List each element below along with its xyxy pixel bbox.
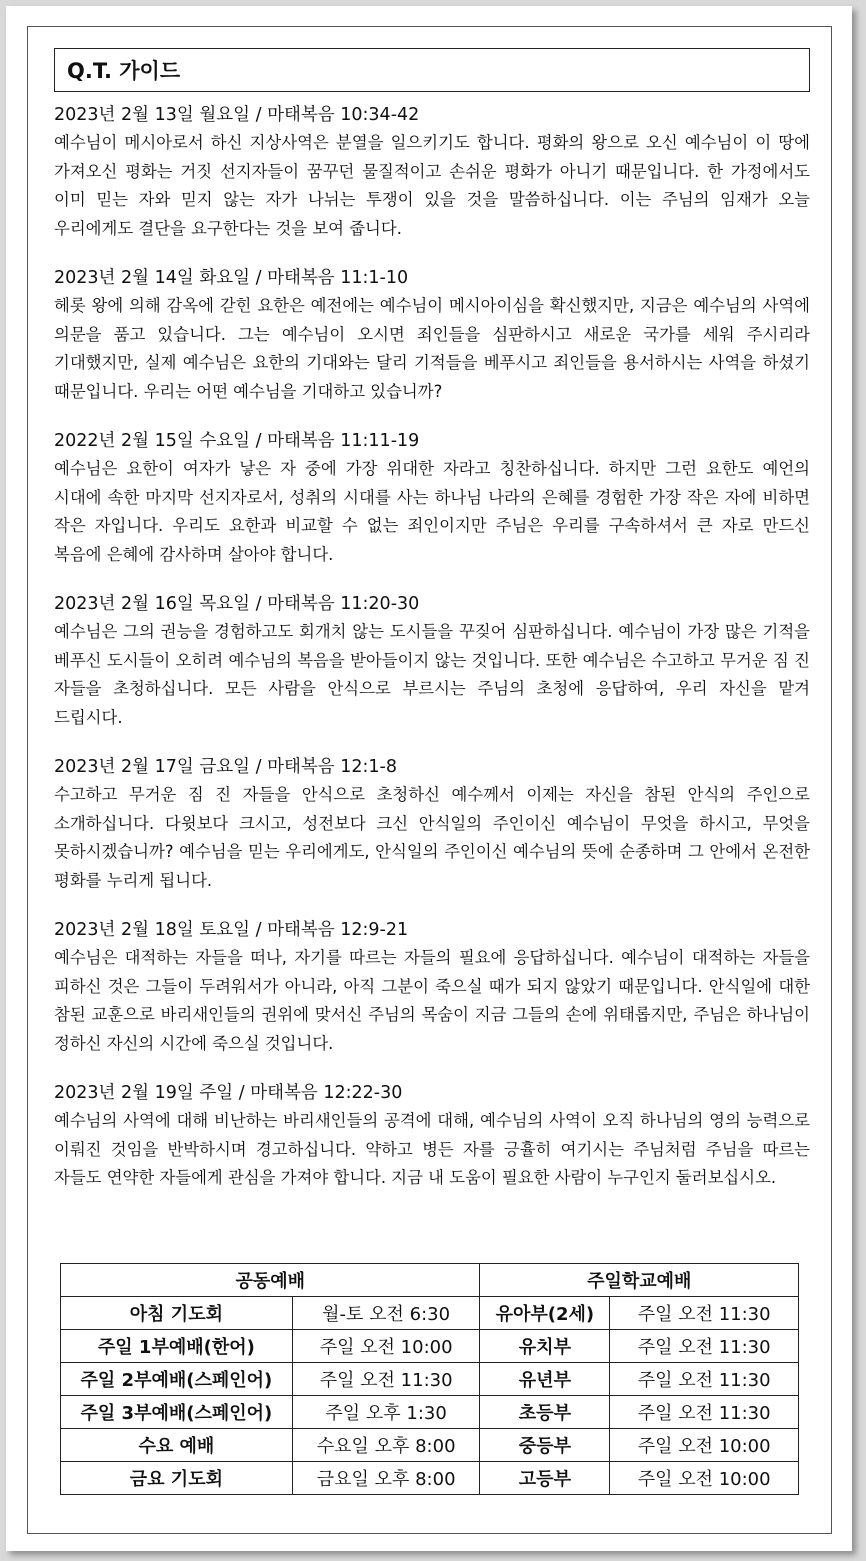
service-name: 금요 기도회 xyxy=(61,1462,293,1495)
table-row xyxy=(61,1363,799,1396)
service-name: 아침 기도회 xyxy=(61,1297,293,1330)
service-time: 수요일 오후 8:00 xyxy=(292,1429,480,1462)
qt-entries xyxy=(54,102,810,1215)
service-name: 주일 3부예배(스페인어) xyxy=(61,1396,293,1429)
department-name: 유아부(2세) xyxy=(480,1297,610,1330)
section-title: Q.T. 가이드 xyxy=(67,59,181,83)
qt-entry xyxy=(54,917,810,1058)
entry-title: 2023년 2월 18일 토요일 / 마태복음 12:9-21 xyxy=(54,920,409,940)
entry-body: 예수님은 그의 권능을 경험하고도 회개치 않는 도시들을 꾸짖어 심판하십니다. 예수님이 가장 많은 기적을 베푸신 도시들이 오히려 예수님의 복음을 받아들이지 않는 것입니다. 또한 예수님은 수고하고 무거운 짐 진 자들을 초청하십니다. 모든 사람을 안식으로 부르시는 주님의 초청에 응답하여, 우리 자신을 맡겨 드립시다. xyxy=(54,622,810,727)
qt-entry xyxy=(54,591,810,732)
department-name: 유년부 xyxy=(480,1363,610,1396)
entry-title: 2023년 2월 13일 월요일 / 마태복음 10:34-42 xyxy=(54,105,420,125)
department-name: 유치부 xyxy=(480,1330,610,1363)
section-header xyxy=(54,48,810,92)
department-time: 주일 오전 10:00 xyxy=(610,1429,799,1462)
entry-title: 2023년 2월 19일 주일 / 마태복음 12:22-30 xyxy=(54,1083,403,1103)
service-time: 주일 오전 10:00 xyxy=(292,1330,480,1363)
department-name: 고등부 xyxy=(480,1462,610,1495)
department-time: 주일 오전 11:30 xyxy=(610,1396,799,1429)
entry-body: 수고하고 무거운 짐 진 자들을 안식으로 초청하신 예수께서 이제는 자신을 참된 안식의 주인으로 소개하십니다. 다윗보다 크시고, 성전보다 크신 안식일의 주인이신 예수님이 무엇을 하시고, 무엇을 못하시겠습니까? 예수님을 믿는 우리에게도, 안식일의 주인이신 예수님의 뜻에 순종하며 그 안에서 온전한 평화를 누리게 됩니다. xyxy=(54,785,810,890)
qt-entry xyxy=(54,1080,810,1193)
table-header-row xyxy=(61,1264,799,1297)
qt-entry xyxy=(54,754,810,895)
entry-body: 헤롯 왕에 의해 감옥에 갇힌 요한은 예전에는 예수님이 메시아이심을 확신했지만, 지금은 예수님의 사역에 의문을 품고 있습니다. 그는 예수님이 오시면 죄인들을 심판하시고 새로운 국가를 세워 주시리라 기대했지만, 실제 예수님은 요한의 기대와는 달리 기적들을 베푸시고 죄인들을 용서하시는 사역을 하셨기 때문입니다. 우리는 어떤 예수님을 기대하고 있습니까? xyxy=(54,296,810,401)
header-sunday-school: 주일학교예배 xyxy=(480,1264,799,1297)
table-row xyxy=(61,1330,799,1363)
entry-title: 2022년 2월 15일 수요일 / 마태복음 11:11-19 xyxy=(54,431,420,451)
entry-body: 예수님은 요한이 여자가 낳은 자 중에 가장 위대한 자라고 칭찬하십니다. 하지만 그런 요한도 예언의 시대에 속한 마지막 선지자로서, 성취의 시대를 사는 하나님 나라의 은혜를 경험한 가장 작은 자에 비하면 작은 자입니다. 우리도 요한과 비교할 수 없는 죄인이지만 주님은 우리를 구속하셔서 큰 자로 만드신 복음에 은혜에 감사하며 살아야 합니다. xyxy=(54,459,810,564)
header-joint-worship: 공동예배 xyxy=(61,1264,480,1297)
service-time: 월-토 오전 6:30 xyxy=(292,1297,480,1330)
qt-entry xyxy=(54,102,810,243)
entry-body: 예수님은 대적하는 자들을 떠나, 자기를 따르는 자들의 필요에 응답하십니다. 예수님이 대적하는 자들을 피하신 것은 그들이 두려워서가 아니라, 아직 그분이 죽으실 때가 되지 않았기 때문입니다. 안식일에 대한 참된 교훈으로 바리새인들의 권위에 맞서신 주님의 목숨이 지금 그들의 손에 위태롭지만, 주님은 하나님이 정하신 자신의 시간에 죽으실 것입니다. xyxy=(54,948,811,1053)
entry-title: 2023년 2월 14일 화요일 / 마태복음 11:1-10 xyxy=(54,268,409,288)
entry-title: 2023년 2월 17일 금요일 / 마태복음 12:1-8 xyxy=(54,757,398,777)
department-time: 주일 오전 11:30 xyxy=(610,1297,799,1330)
table-row xyxy=(61,1462,799,1495)
table-row xyxy=(61,1396,799,1429)
service-time: 금요일 오후 8:00 xyxy=(292,1462,480,1495)
service-name: 수요 예배 xyxy=(61,1429,293,1462)
qt-entry xyxy=(54,265,810,406)
entry-body: 예수님의 사역에 대해 비난하는 바리새인들의 공격에 대해, 예수님의 사역이 오직 하나님의 영의 능력으로 이뤄진 것임을 반박하시며 경고하십니다. 약하고 병든 자를 긍휼히 여기시는 주님처럼 주님을 따르는 자들도 연약한 자들에게 관심을 가져야 합니다. 지금 내 도움이 필요한 사람이 누구인지 둘러보십시오. xyxy=(54,1111,810,1187)
department-time: 주일 오전 11:30 xyxy=(610,1363,799,1396)
department-time: 주일 오전 10:00 xyxy=(610,1462,799,1495)
service-name: 주일 2부예배(스페인어) xyxy=(61,1363,293,1396)
department-name: 중등부 xyxy=(480,1429,610,1462)
qt-entry xyxy=(54,428,810,569)
service-time: 주일 오전 11:30 xyxy=(292,1363,480,1396)
worship-schedule-table xyxy=(60,1263,799,1495)
department-time: 주일 오전 11:30 xyxy=(610,1330,799,1363)
table-row xyxy=(61,1297,799,1330)
department-name: 초등부 xyxy=(480,1396,610,1429)
service-name: 주일 1부예배(한어) xyxy=(61,1330,293,1363)
entry-body: 예수님이 메시아로서 하신 지상사역은 분열을 일으키기도 합니다. 평화의 왕으로 오신 예수님이 이 땅에 가져오신 평화는 거짓 선지자들이 꿈꾸던 물질적이고 손쉬운 평화가 아니기 때문입니다. 한 가정에서도 이미 믿는 자와 믿지 않는 자가 나뉘는 투쟁이 있을 것을 말씀하십니다. 이는 주님의 임재가 오늘 우리에게도 결단을 요구한다는 것을 보여 줍니다. xyxy=(54,133,810,238)
table-row xyxy=(61,1429,799,1462)
service-time: 주일 오후 1:30 xyxy=(292,1396,480,1429)
entry-title: 2023년 2월 16일 목요일 / 마태복음 11:20-30 xyxy=(54,594,420,614)
